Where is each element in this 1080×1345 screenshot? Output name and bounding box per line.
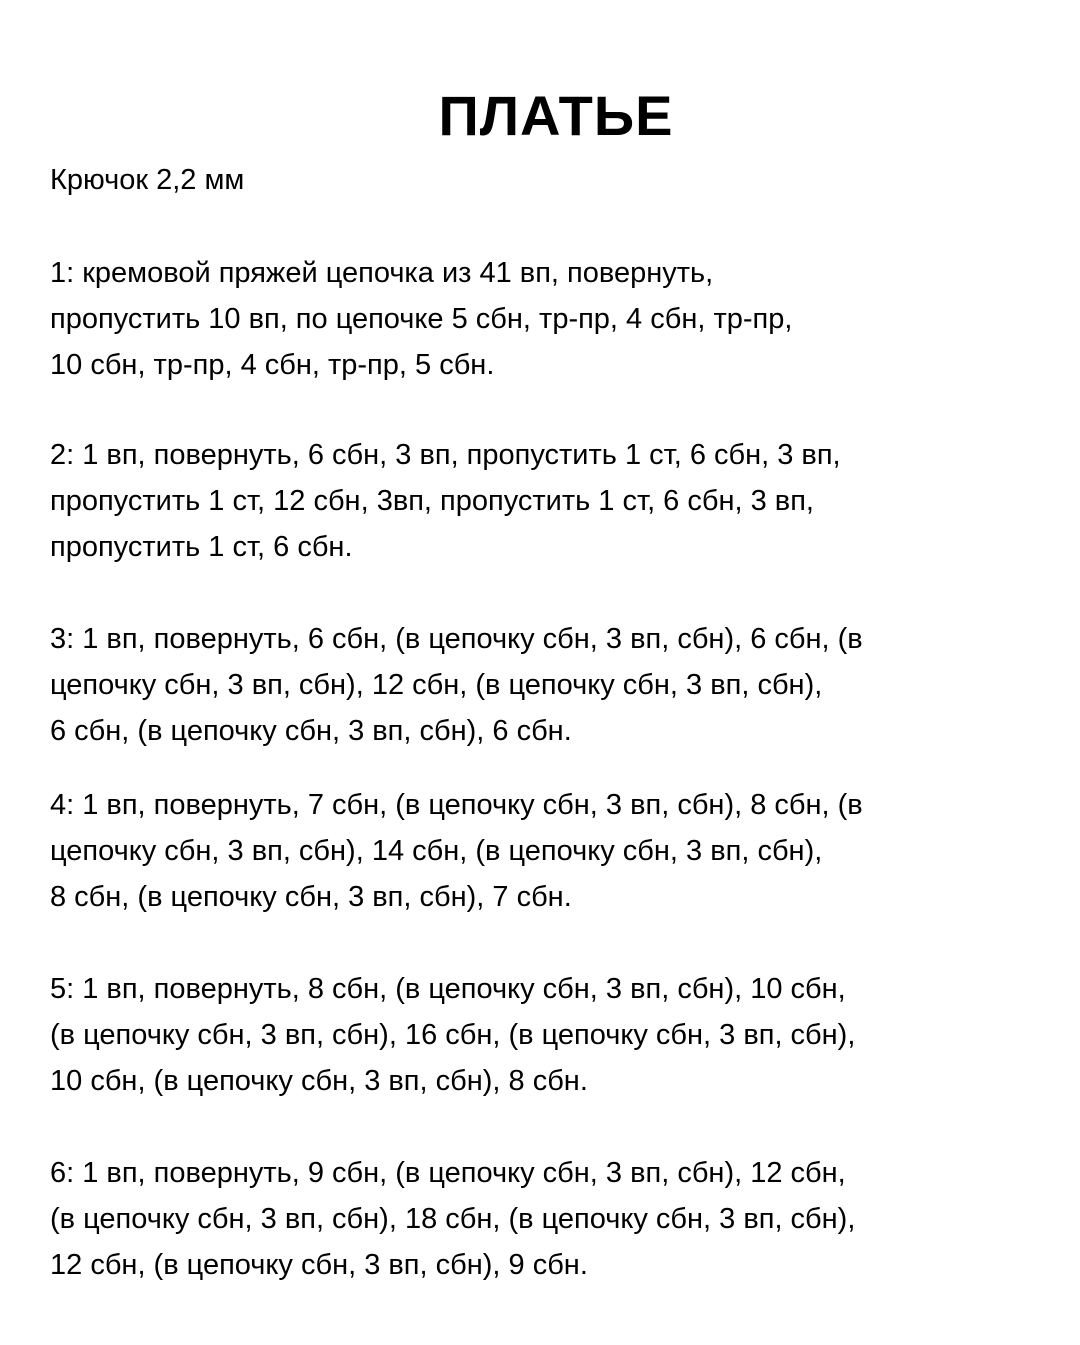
- pattern-row-line: цепочку сбн, 3 вп, сбн), 12 сбн, (в цепочку сбн, 3 вп, сбн),: [50, 669, 823, 701]
- pattern-row-6: [50, 1150, 1060, 1288]
- pattern-row-line: 4: 1 вп, повернуть, 7 сбн, (в цепочку сбн, 3 вп, сбн), 8 сбн, (в: [50, 789, 863, 821]
- pattern-row-line: 5: 1 вп, повернуть, 8 сбн, (в цепочку сбн, 3 вп, сбн), 10 сбн,: [50, 973, 846, 1005]
- pattern-row-line: 2: 1 вп, повернуть, 6 сбн, 3 вп, пропустить 1 ст, 6 сбн, 3 вп,: [50, 439, 841, 471]
- pattern-row-line: (в цепочку сбн, 3 вп, сбн), 16 сбн, (в цепочку сбн, 3 вп, сбн),: [50, 1019, 856, 1051]
- document-title: ПЛАТЬЕ: [438, 84, 674, 147]
- pattern-row-line: пропустить 10 вп, по цепочке 5 сбн, тр-пр, 4 сбн, тр-пр,: [50, 303, 793, 335]
- hook-size-note: Крючок 2,2 мм: [50, 164, 245, 196]
- pattern-row-line: 8 сбн, (в цепочку сбн, 3 вп, сбн), 7 сбн.: [50, 881, 572, 913]
- pattern-row-4: [50, 782, 1060, 920]
- pattern-row-line: 12 сбн, (в цепочку сбн, 3 вп, сбн), 9 сбн.: [50, 1249, 588, 1281]
- pattern-row-line: (в цепочку сбн, 3 вп, сбн), 18 сбн, (в цепочку сбн, 3 вп, сбн),: [50, 1203, 856, 1235]
- pattern-row-line: 6: 1 вп, повернуть, 9 сбн, (в цепочку сбн, 3 вп, сбн), 12 сбн,: [50, 1157, 846, 1189]
- pattern-row-line: 10 сбн, (в цепочку сбн, 3 вп, сбн), 8 сбн.: [50, 1065, 588, 1097]
- pattern-row-line: пропустить 1 ст, 12 сбн, 3вп, пропустить 1 ст, 6 сбн, 3 вп,: [50, 485, 814, 517]
- pattern-row-line: 10 сбн, тр-пр, 4 сбн, тр-пр, 5 сбн.: [50, 349, 495, 381]
- pattern-row-line: пропустить 1 ст, 6 сбн.: [50, 531, 353, 563]
- pattern-row-1: [50, 250, 1060, 388]
- pattern-row-line: 6 сбн, (в цепочку сбн, 3 вп, сбн), 6 сбн.: [50, 715, 572, 747]
- pattern-row-2: [50, 432, 1060, 570]
- pattern-row-line: цепочку сбн, 3 вп, сбн), 14 сбн, (в цепочку сбн, 3 вп, сбн),: [50, 835, 823, 867]
- pattern-row-3: [50, 616, 1060, 754]
- pattern-row-line: 3: 1 вп, повернуть, 6 сбн, (в цепочку сбн, 3 вп, сбн), 6 сбн, (в: [50, 623, 863, 655]
- pattern-row-5: [50, 966, 1060, 1104]
- pattern-row-line: 1: кремовой пряжей цепочка из 41 вп, повернуть,: [50, 257, 714, 289]
